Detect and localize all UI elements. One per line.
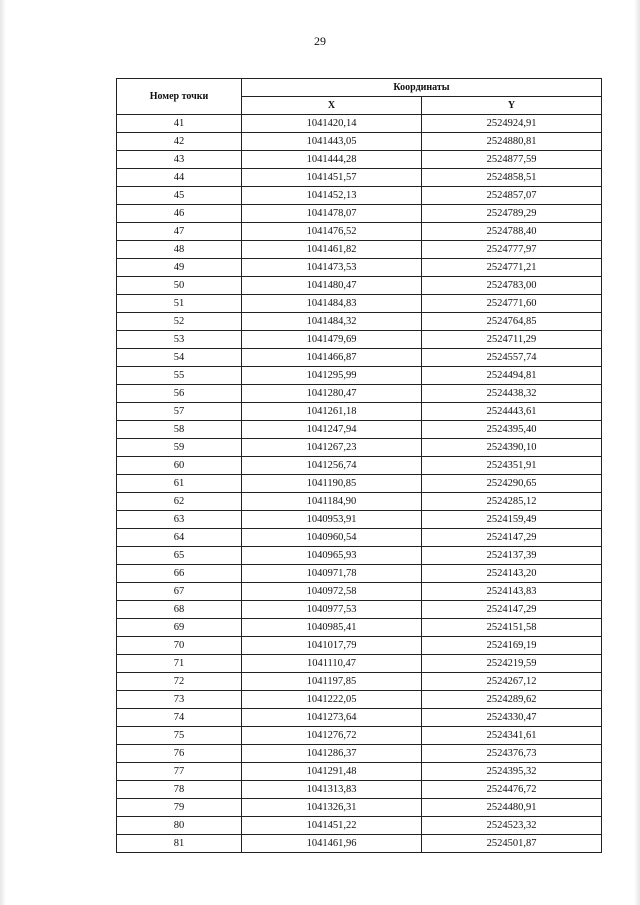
table-row — [117, 169, 602, 187]
point-number-cell: 43 — [117, 151, 242, 169]
point-number-cell: 67 — [117, 583, 242, 601]
coordinates-table — [116, 78, 602, 853]
y-coordinate-cell: 2524169,19 — [422, 637, 602, 655]
x-coordinate-cell: 1041444,28 — [242, 151, 422, 169]
y-coordinate-cell: 2524924,91 — [422, 115, 602, 133]
x-coordinate-cell: 1041461,82 — [242, 241, 422, 259]
table-row — [117, 547, 602, 565]
y-coordinate-cell: 2524395,40 — [422, 421, 602, 439]
x-coordinate-cell: 1041190,85 — [242, 475, 422, 493]
point-number-cell: 57 — [117, 403, 242, 421]
point-number-cell: 58 — [117, 421, 242, 439]
y-coordinate-cell: 2524443,61 — [422, 403, 602, 421]
point-number-cell: 73 — [117, 691, 242, 709]
y-coordinate-cell: 2524143,20 — [422, 565, 602, 583]
point-number-cell: 80 — [117, 817, 242, 835]
table-row — [117, 421, 602, 439]
table-row — [117, 295, 602, 313]
y-coordinate-cell: 2524557,74 — [422, 349, 602, 367]
y-coordinate-cell: 2524390,10 — [422, 439, 602, 457]
point-number-cell: 72 — [117, 673, 242, 691]
table-row — [117, 367, 602, 385]
table-row — [117, 799, 602, 817]
y-coordinate-cell: 2524523,32 — [422, 817, 602, 835]
x-coordinate-cell: 1041247,94 — [242, 421, 422, 439]
y-coordinate-cell: 2524764,85 — [422, 313, 602, 331]
x-coordinate-cell: 1041280,47 — [242, 385, 422, 403]
table-row — [117, 817, 602, 835]
x-coordinate-cell: 1041256,74 — [242, 457, 422, 475]
table-body — [117, 115, 602, 853]
point-number-cell: 42 — [117, 133, 242, 151]
table-row — [117, 187, 602, 205]
x-coordinate-cell: 1041473,53 — [242, 259, 422, 277]
y-coordinate-cell: 2524330,47 — [422, 709, 602, 727]
table-row — [117, 241, 602, 259]
y-coordinate-cell: 2524147,29 — [422, 601, 602, 619]
point-number-cell: 81 — [117, 835, 242, 853]
table-row — [117, 673, 602, 691]
x-coordinate-cell: 1040953,91 — [242, 511, 422, 529]
y-coordinate-cell: 2524783,00 — [422, 277, 602, 295]
point-number-cell: 49 — [117, 259, 242, 277]
table-row — [117, 133, 602, 151]
table-row — [117, 709, 602, 727]
y-coordinate-cell: 2524151,58 — [422, 619, 602, 637]
point-number-cell: 63 — [117, 511, 242, 529]
point-number-cell: 71 — [117, 655, 242, 673]
x-coordinate-cell: 1041017,79 — [242, 637, 422, 655]
table-row — [117, 529, 602, 547]
x-coordinate-cell: 1041443,05 — [242, 133, 422, 151]
point-number-cell: 77 — [117, 763, 242, 781]
x-coordinate-cell: 1041313,83 — [242, 781, 422, 799]
table-row — [117, 475, 602, 493]
y-coordinate-cell: 2524880,81 — [422, 133, 602, 151]
table-header-row — [117, 79, 602, 97]
x-coordinate-cell: 1041484,83 — [242, 295, 422, 313]
point-number-cell: 76 — [117, 745, 242, 763]
point-number-cell: 65 — [117, 547, 242, 565]
point-number-cell: 44 — [117, 169, 242, 187]
point-number-cell: 78 — [117, 781, 242, 799]
x-coordinate-cell: 1041461,96 — [242, 835, 422, 853]
table-row — [117, 403, 602, 421]
header-coordinates: Координаты — [242, 79, 602, 97]
point-number-cell: 46 — [117, 205, 242, 223]
scan-edge-right — [634, 0, 640, 905]
header-y: Y — [422, 97, 602, 115]
page-number: 29 — [314, 34, 326, 48]
point-number-cell: 48 — [117, 241, 242, 259]
table-row — [117, 745, 602, 763]
x-coordinate-cell: 1040971,78 — [242, 565, 422, 583]
y-coordinate-cell: 2524788,40 — [422, 223, 602, 241]
table-row — [117, 277, 602, 295]
table-row — [117, 565, 602, 583]
x-coordinate-cell: 1040977,53 — [242, 601, 422, 619]
point-number-cell: 45 — [117, 187, 242, 205]
point-number-cell: 47 — [117, 223, 242, 241]
point-number-cell: 54 — [117, 349, 242, 367]
point-number-cell: 74 — [117, 709, 242, 727]
y-coordinate-cell: 2524147,29 — [422, 529, 602, 547]
x-coordinate-cell: 1040972,58 — [242, 583, 422, 601]
point-number-cell: 69 — [117, 619, 242, 637]
point-number-cell: 41 — [117, 115, 242, 133]
x-coordinate-cell: 1041276,72 — [242, 727, 422, 745]
x-coordinate-cell: 1041286,37 — [242, 745, 422, 763]
y-coordinate-cell: 2524376,73 — [422, 745, 602, 763]
x-coordinate-cell: 1041197,85 — [242, 673, 422, 691]
point-number-cell: 51 — [117, 295, 242, 313]
table-row — [117, 493, 602, 511]
header-point-number: Номер точки — [117, 79, 242, 115]
y-coordinate-cell: 2524480,91 — [422, 799, 602, 817]
table-row — [117, 205, 602, 223]
y-coordinate-cell: 2524501,87 — [422, 835, 602, 853]
y-coordinate-cell: 2524267,12 — [422, 673, 602, 691]
x-coordinate-cell: 1041291,48 — [242, 763, 422, 781]
x-coordinate-cell: 1040965,93 — [242, 547, 422, 565]
y-coordinate-cell: 2524494,81 — [422, 367, 602, 385]
table-row — [117, 583, 602, 601]
table-row — [117, 619, 602, 637]
point-number-cell: 66 — [117, 565, 242, 583]
table-row — [117, 313, 602, 331]
x-coordinate-cell: 1041184,90 — [242, 493, 422, 511]
x-coordinate-cell: 1041480,47 — [242, 277, 422, 295]
point-number-cell: 50 — [117, 277, 242, 295]
y-coordinate-cell: 2524438,32 — [422, 385, 602, 403]
y-coordinate-cell: 2524159,49 — [422, 511, 602, 529]
point-number-cell: 62 — [117, 493, 242, 511]
y-coordinate-cell: 2524857,07 — [422, 187, 602, 205]
table-row — [117, 763, 602, 781]
table-row — [117, 331, 602, 349]
table-row — [117, 835, 602, 853]
point-number-cell: 56 — [117, 385, 242, 403]
scan-edge-left — [0, 0, 6, 905]
table-row — [117, 781, 602, 799]
x-coordinate-cell: 1041451,22 — [242, 817, 422, 835]
y-coordinate-cell: 2524711,29 — [422, 331, 602, 349]
table-row — [117, 115, 602, 133]
point-number-cell: 75 — [117, 727, 242, 745]
x-coordinate-cell: 1041452,13 — [242, 187, 422, 205]
x-coordinate-cell: 1040985,41 — [242, 619, 422, 637]
point-number-cell: 70 — [117, 637, 242, 655]
point-number-cell: 64 — [117, 529, 242, 547]
y-coordinate-cell: 2524290,65 — [422, 475, 602, 493]
y-coordinate-cell: 2524476,72 — [422, 781, 602, 799]
x-coordinate-cell: 1041110,47 — [242, 655, 422, 673]
y-coordinate-cell: 2524137,39 — [422, 547, 602, 565]
x-coordinate-cell: 1040960,54 — [242, 529, 422, 547]
y-coordinate-cell: 2524219,59 — [422, 655, 602, 673]
x-coordinate-cell: 1041261,18 — [242, 403, 422, 421]
x-coordinate-cell: 1041476,52 — [242, 223, 422, 241]
x-coordinate-cell: 1041479,69 — [242, 331, 422, 349]
y-coordinate-cell: 2524858,51 — [422, 169, 602, 187]
y-coordinate-cell: 2524143,83 — [422, 583, 602, 601]
y-coordinate-cell: 2524395,32 — [422, 763, 602, 781]
table-row — [117, 511, 602, 529]
table-row — [117, 151, 602, 169]
table-row — [117, 439, 602, 457]
y-coordinate-cell: 2524289,62 — [422, 691, 602, 709]
point-number-cell: 79 — [117, 799, 242, 817]
y-coordinate-cell: 2524777,97 — [422, 241, 602, 259]
table-row — [117, 727, 602, 745]
point-number-cell: 68 — [117, 601, 242, 619]
table-row — [117, 385, 602, 403]
point-number-cell: 53 — [117, 331, 242, 349]
y-coordinate-cell: 2524789,29 — [422, 205, 602, 223]
table-row — [117, 259, 602, 277]
y-coordinate-cell: 2524341,61 — [422, 727, 602, 745]
x-coordinate-cell: 1041267,23 — [242, 439, 422, 457]
x-coordinate-cell: 1041478,07 — [242, 205, 422, 223]
table-row — [117, 457, 602, 475]
y-coordinate-cell: 2524771,21 — [422, 259, 602, 277]
y-coordinate-cell: 2524351,91 — [422, 457, 602, 475]
x-coordinate-cell: 1041420,14 — [242, 115, 422, 133]
y-coordinate-cell: 2524771,60 — [422, 295, 602, 313]
x-coordinate-cell: 1041484,32 — [242, 313, 422, 331]
point-number-cell: 52 — [117, 313, 242, 331]
y-coordinate-cell: 2524877,59 — [422, 151, 602, 169]
x-coordinate-cell: 1041466,87 — [242, 349, 422, 367]
table-row — [117, 223, 602, 241]
x-coordinate-cell: 1041451,57 — [242, 169, 422, 187]
x-coordinate-cell: 1041295,99 — [242, 367, 422, 385]
table-row — [117, 655, 602, 673]
point-number-cell: 55 — [117, 367, 242, 385]
table-row — [117, 349, 602, 367]
x-coordinate-cell: 1041326,31 — [242, 799, 422, 817]
x-coordinate-cell: 1041273,64 — [242, 709, 422, 727]
table-row — [117, 691, 602, 709]
header-x: X — [242, 97, 422, 115]
point-number-cell: 61 — [117, 475, 242, 493]
x-coordinate-cell: 1041222,05 — [242, 691, 422, 709]
table-row — [117, 637, 602, 655]
point-number-cell: 59 — [117, 439, 242, 457]
point-number-cell: 60 — [117, 457, 242, 475]
table-row — [117, 601, 602, 619]
y-coordinate-cell: 2524285,12 — [422, 493, 602, 511]
